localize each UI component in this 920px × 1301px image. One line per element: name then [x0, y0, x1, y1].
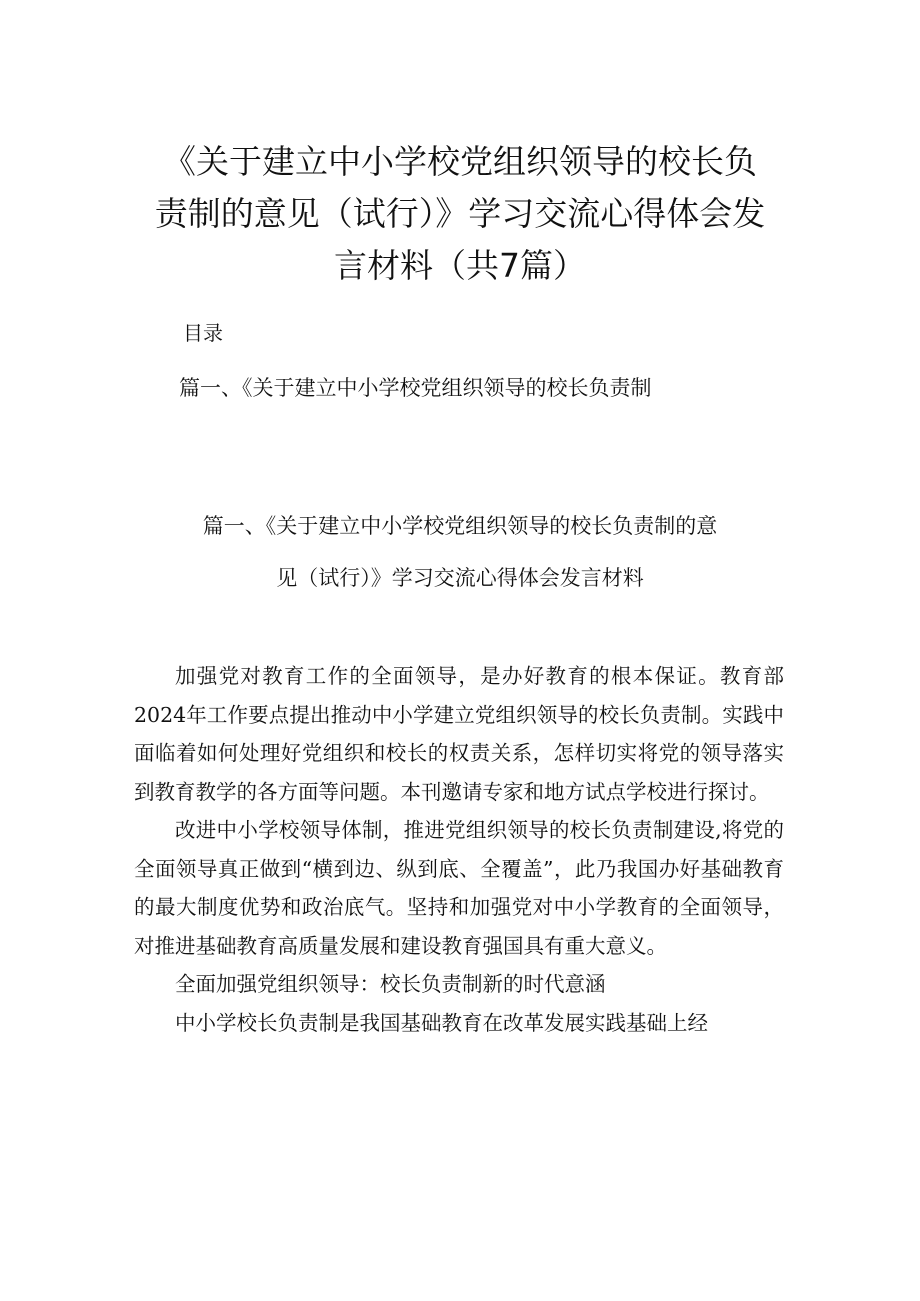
article-title-line: 见（试行）》学习交流心得体会发言材料 [276, 566, 644, 590]
body-paragraph: 中小学校长负责制是我国基础教育在改革发展实践基础上经 [175, 1010, 708, 1035]
title-line: 《关于建立中小学校党组织领导的校长负 [163, 142, 757, 181]
article-title-line: 篇一、《关于建立中小学校党组织领导的校长负责制的意 [202, 514, 718, 538]
toc-heading: 目录 [183, 321, 223, 345]
article-title [120, 500, 800, 604]
toc-entry: 篇一、《关于建立中小学校党组织领导的校长负责制 [179, 376, 652, 400]
article-body [134, 657, 784, 1042]
section-heading: 全面加强党组织领导：校长负责制新的时代意涵 [175, 972, 606, 996]
title-line: 责制的意见（试行）》学习交流心得体会发 [154, 194, 766, 233]
document-title [120, 136, 800, 292]
body-paragraph: 改进中小学校领导体制，推进党组织领导的校长负责制建设,将党的全面领导真正做到“横到边、纵到底、全覆盖”，此乃我国办好基础教育的最大制度优势和政治底气。坚持和加强党对中小学教育的全面领导，对推进基础教育高质量发展和建设教育强国具有重大意义。 [134, 818, 784, 958]
title-line: 言材料（共7篇） [334, 246, 586, 285]
body-paragraph: 加强党对教育工作的全面领导，是办好教育的根本保证。教育部2024年工作要点提出推动中小学建立党组织领导的校长负责制。实践中面临着如何处理好党组织和校长的权责关系，怎样切实将党的领导落实到教育教学的各方面等问题。本刊邀请专家和地方试点学校进行探讨。 [134, 664, 784, 804]
